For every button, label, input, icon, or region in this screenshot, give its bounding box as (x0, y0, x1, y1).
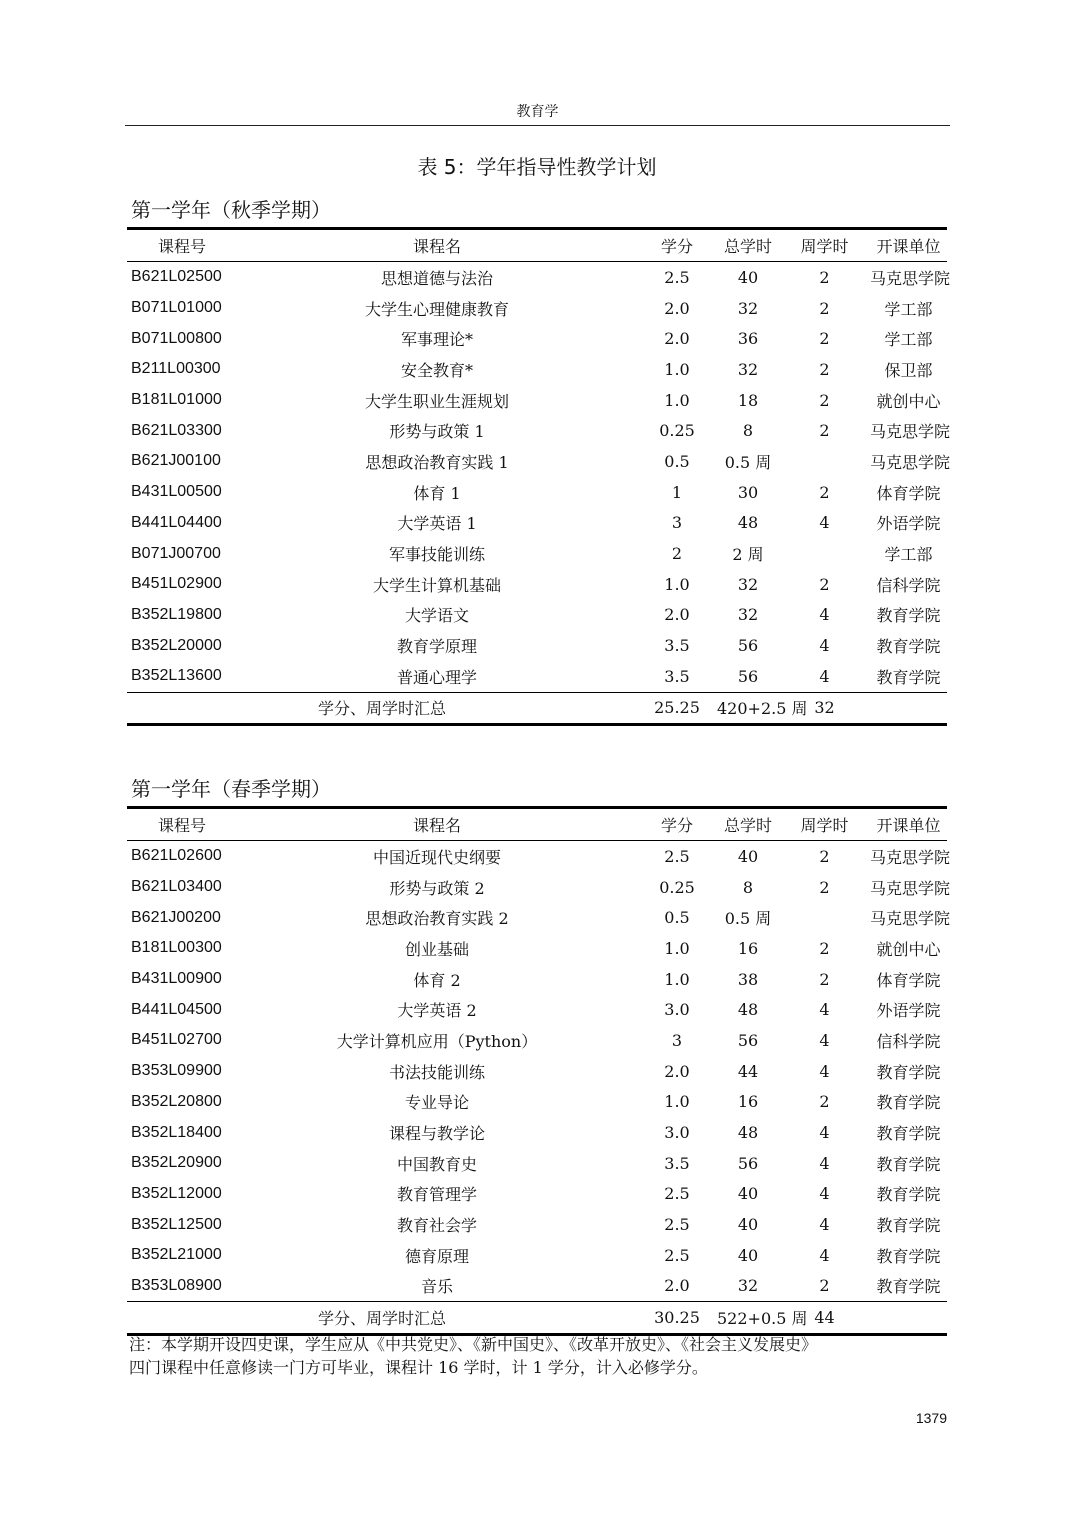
total-hours: 522+0.5 周 (717, 1302, 779, 1335)
total-hours-cell: 30 (737, 482, 759, 502)
table-row (127, 661, 947, 692)
course-name-cell: 中国近现代史纲要 (372, 847, 501, 867)
total-hours-cell: 32 (737, 605, 759, 625)
credits-cell: 3.5 (664, 1153, 690, 1173)
total-hours-cell: 32 (737, 1276, 759, 1296)
total-hours-cell: 56 (737, 636, 759, 656)
total-hours-cell: 0.5 周 (724, 452, 772, 472)
department-cell: 学工部 (884, 545, 933, 565)
department-cell: 教育学院 (876, 1185, 941, 1205)
course-name-cell: 大学语文 (404, 606, 469, 626)
total-hours-cell: 8 (742, 877, 754, 897)
course-code-cell: B181L00300 (131, 939, 222, 957)
department-cell: 马克思学院 (870, 909, 951, 929)
department-cell: 马克思学院 (870, 847, 951, 867)
course-code-cell: B352L20900 (131, 1154, 222, 1172)
table-row (127, 1240, 947, 1271)
total-hours-cell: 32 (737, 574, 759, 594)
weekly-hours-cell: 2 (819, 1276, 830, 1296)
spring-plan-table (127, 806, 951, 1336)
total-hours-cell: 48 (737, 1123, 759, 1143)
weekly-hours-cell: 2 (819, 482, 830, 502)
total-empty-cell (870, 692, 947, 725)
credits-cell: 2.0 (664, 605, 690, 625)
credits-cell: 2 (671, 544, 683, 564)
course-name-cell: 军事技能训练 (388, 545, 485, 565)
course-name-cell: 体育 2 (413, 970, 461, 990)
course-code-cell: B352L18400 (131, 1123, 222, 1141)
course-name-cell: 大学生职业生涯规划 (364, 391, 509, 411)
department-cell: 教育学院 (876, 1277, 941, 1297)
table-row (127, 630, 947, 661)
table-row (127, 477, 947, 508)
course-code-cell: B352L20000 (131, 636, 222, 654)
course-code-cell: B621J00100 (131, 452, 221, 470)
course-code-cell: B352L12000 (131, 1184, 222, 1202)
course-code-cell: B352L13600 (131, 667, 222, 685)
course-code-cell: B352L21000 (131, 1246, 222, 1264)
credits-cell: 2.5 (664, 846, 690, 866)
credits-cell: 1 (671, 482, 683, 502)
col-header-code: 课程号 (127, 229, 237, 262)
credits-cell: 2.5 (664, 1245, 690, 1265)
department-cell: 教育学院 (876, 1154, 941, 1174)
credits-cell: 3 (671, 1030, 683, 1050)
table-row (127, 354, 947, 385)
course-name-cell: 大学英语 1 (397, 514, 477, 534)
total-weekly-hours: 32 (779, 692, 870, 725)
weekly-hours-cell: 2 (819, 969, 830, 989)
weekly-hours-cell: 4 (819, 1000, 830, 1020)
table-header-row (127, 229, 947, 262)
department-cell: 保卫部 (884, 360, 933, 380)
total-empty-cell (870, 1302, 947, 1335)
credits-cell: 3.5 (664, 666, 690, 686)
course-name-cell: 体育 1 (413, 483, 461, 503)
course-code-cell: B621L02600 (131, 847, 222, 865)
credits-cell: 2.5 (664, 267, 690, 287)
total-hours-cell: 56 (737, 1153, 759, 1173)
total-row (127, 1302, 947, 1335)
total-label: 学分、周学时汇总 (127, 692, 637, 725)
course-code-cell: B352L19800 (131, 605, 222, 623)
department-cell: 马克思学院 (870, 268, 951, 288)
table-title: 表 5：学年指导性教学计划 (417, 155, 657, 179)
course-name-cell: 德育原理 (404, 1246, 469, 1266)
weekly-hours-cell (779, 446, 870, 477)
weekly-hours-cell: 2 (819, 846, 830, 866)
table-row (127, 293, 947, 324)
weekly-hours-cell: 4 (819, 1245, 830, 1265)
course-code-cell: B071J00700 (131, 544, 221, 562)
table-row (127, 933, 947, 964)
department-cell: 学工部 (884, 299, 933, 319)
course-name-cell: 书法技能训练 (388, 1062, 485, 1082)
table-header-row (127, 808, 947, 841)
weekly-hours-cell: 2 (819, 574, 830, 594)
total-hours-cell: 38 (737, 969, 759, 989)
weekly-hours-cell: 2 (819, 298, 830, 318)
department-cell: 教育学院 (876, 637, 941, 657)
course-name-cell: 教育学原理 (396, 637, 477, 657)
total-hours-cell: 40 (737, 1215, 759, 1235)
table-row (127, 1056, 947, 1087)
footnote-line: 四门课程中任意修读一门方可毕业，课程计 16 学时，计 1 学分，计入必修学分。 (129, 1358, 708, 1377)
weekly-hours-cell: 2 (819, 877, 830, 897)
course-name-cell: 音乐 (420, 1277, 453, 1297)
table-row (127, 262, 947, 293)
table-row (127, 446, 947, 477)
table-row (127, 1148, 947, 1179)
credits-cell: 1.0 (664, 574, 690, 594)
course-code-cell: B353L08900 (131, 1276, 222, 1294)
total-hours-cell: 16 (737, 1092, 759, 1112)
total-hours-cell: 2 周 (732, 545, 764, 565)
total-hours-cell: 32 (737, 359, 759, 379)
credits-cell: 2.0 (664, 1276, 690, 1296)
weekly-hours-cell: 2 (819, 390, 830, 410)
course-code-cell: B621L03400 (131, 878, 222, 896)
department-cell: 外语学院 (876, 514, 941, 534)
credits-cell: 0.25 (659, 421, 695, 441)
col-header-credits: 学分 (637, 229, 717, 262)
table-row (127, 841, 947, 872)
course-name-cell: 安全教育* (400, 360, 473, 380)
table-row (127, 994, 947, 1025)
course-name-cell: 思想政治教育实践 1 (365, 452, 509, 472)
col-header-weekly-hours: 周学时 (779, 808, 870, 841)
total-hours-cell: 48 (737, 513, 759, 533)
department-cell: 学工部 (884, 330, 933, 350)
course-code-cell: B621L02500 (131, 268, 222, 286)
table-row (127, 964, 947, 995)
course-name-cell: 形势与政策 2 (389, 878, 485, 898)
course-code-cell: B352L12500 (131, 1215, 222, 1233)
total-hours-cell: 44 (737, 1061, 759, 1081)
total-hours-cell: 32 (737, 298, 759, 318)
table-row (127, 415, 947, 446)
table-row (127, 902, 947, 933)
total-hours-cell: 8 (742, 421, 754, 441)
total-label: 学分、周学时汇总 (127, 1302, 637, 1335)
course-code-cell: B621L03300 (131, 421, 222, 439)
table-row (127, 385, 947, 416)
total-weekly-hours: 44 (779, 1302, 870, 1335)
footnote (129, 1333, 949, 1379)
course-name-cell: 思想政治教育实践 2 (365, 909, 509, 929)
total-hours-cell: 40 (737, 1245, 759, 1265)
course-code-cell: B181L01000 (131, 391, 222, 409)
credits-cell: 1.0 (664, 938, 690, 958)
col-header-weekly-hours: 周学时 (779, 229, 870, 262)
col-header-department: 开课单位 (870, 808, 947, 841)
course-name-cell: 大学生心理健康教育 (364, 299, 509, 319)
autumn-plan-table (127, 227, 951, 726)
course-name-cell: 中国教育史 (396, 1154, 477, 1174)
course-name-cell: 普通心理学 (396, 667, 477, 687)
department-cell: 信科学院 (876, 575, 941, 595)
table-row (127, 569, 947, 600)
total-hours-cell: 40 (737, 846, 759, 866)
table-row (127, 1087, 947, 1118)
department-cell: 教育学院 (876, 606, 941, 626)
table-row (127, 1025, 947, 1056)
weekly-hours-cell (779, 538, 870, 569)
weekly-hours-cell: 4 (819, 1061, 830, 1081)
credits-cell: 2.0 (664, 329, 690, 349)
table-row (127, 872, 947, 903)
total-hours-cell: 0.5 周 (724, 909, 772, 929)
course-code-cell: B621J00200 (131, 908, 221, 926)
course-name-cell: 专业导论 (404, 1093, 469, 1113)
course-name-cell: 大学计算机应用（Python） (336, 1031, 538, 1051)
table-row (127, 323, 947, 354)
weekly-hours-cell: 2 (819, 1092, 830, 1112)
weekly-hours-cell: 2 (819, 421, 830, 441)
col-header-credits: 学分 (637, 808, 717, 841)
page-number: 1379 (915, 1410, 947, 1426)
total-credits: 30.25 (637, 1302, 717, 1335)
credits-cell: 2.0 (664, 298, 690, 318)
department-cell: 教育学院 (876, 667, 941, 687)
course-code-cell: B211L00300 (131, 360, 221, 378)
credits-cell: 0.5 (664, 908, 690, 928)
weekly-hours-cell: 4 (819, 636, 830, 656)
department-cell: 就创中心 (876, 391, 941, 411)
col-header-total-hours: 总学时 (717, 229, 779, 262)
credits-cell: 2.0 (664, 1061, 690, 1081)
credits-cell: 3.0 (664, 1123, 690, 1143)
table-row (127, 538, 947, 569)
course-code-cell: B441L04400 (131, 513, 222, 531)
footnote-line: 注：本学期开设四史课，学生应从《中共党史》、《新中国史》、《改革开放史》、《社会主义发展史》 (129, 1335, 818, 1354)
total-hours-cell: 48 (737, 1000, 759, 1020)
course-code-cell: B451L02900 (131, 575, 222, 593)
course-name-cell: 大学英语 2 (397, 1001, 477, 1021)
col-header-name: 课程名 (237, 808, 637, 841)
department-cell: 教育学院 (876, 1216, 941, 1236)
weekly-hours-cell: 4 (819, 1030, 830, 1050)
table-row (127, 1209, 947, 1240)
weekly-hours-cell: 2 (819, 938, 830, 958)
credits-cell: 1.0 (664, 969, 690, 989)
weekly-hours-cell: 2 (819, 359, 830, 379)
weekly-hours-cell: 4 (819, 513, 830, 533)
col-header-department: 开课单位 (870, 229, 947, 262)
department-cell: 马克思学院 (870, 422, 951, 442)
weekly-hours-cell: 4 (819, 1123, 830, 1143)
total-hours-cell: 40 (737, 267, 759, 287)
department-cell: 外语学院 (876, 1001, 941, 1021)
total-hours-cell: 40 (737, 1184, 759, 1204)
credits-cell: 3 (671, 513, 683, 533)
credits-cell: 1.0 (664, 1092, 690, 1112)
department-cell: 马克思学院 (870, 452, 951, 472)
course-name-cell: 课程与教学论 (388, 1124, 485, 1144)
col-header-code: 课程号 (127, 808, 237, 841)
total-hours-cell: 16 (737, 938, 759, 958)
total-hours-cell: 56 (737, 666, 759, 686)
course-code-cell: B352L20800 (131, 1092, 222, 1110)
course-name-cell: 思想道德与法治 (380, 268, 493, 288)
table-row (127, 508, 947, 539)
running-header: 教育学 (125, 100, 950, 126)
course-name-cell: 形势与政策 1 (389, 422, 485, 442)
course-name-cell: 军事理论* (400, 330, 473, 350)
course-code-cell: B431L00900 (131, 970, 222, 988)
course-code-cell: B071L01000 (131, 299, 222, 317)
weekly-hours-cell: 2 (819, 267, 830, 287)
credits-cell: 0.5 (664, 451, 690, 471)
total-hours-cell: 18 (737, 390, 759, 410)
weekly-hours-cell: 4 (819, 605, 830, 625)
course-name-cell: 大学生计算机基础 (372, 575, 501, 595)
course-code-cell: B353L09900 (131, 1062, 222, 1080)
course-name-cell: 教育管理学 (396, 1185, 477, 1205)
table-row (127, 1271, 947, 1302)
weekly-hours-cell: 4 (819, 1215, 830, 1235)
weekly-hours-cell: 4 (819, 1184, 830, 1204)
department-cell: 信科学院 (876, 1031, 941, 1051)
department-cell: 教育学院 (876, 1246, 941, 1266)
col-header-total-hours: 总学时 (717, 808, 779, 841)
autumn-section-title: 第一学年（秋季学期） (131, 198, 331, 222)
total-hours: 420+2.5 周 (717, 692, 779, 725)
table-row (127, 1117, 947, 1148)
credits-cell: 2.5 (664, 1184, 690, 1204)
course-name-cell: 创业基础 (404, 939, 469, 959)
table-row (127, 1179, 947, 1210)
credits-cell: 1.0 (664, 359, 690, 379)
table-row (127, 600, 947, 631)
department-cell: 教育学院 (876, 1124, 941, 1144)
department-cell: 就创中心 (876, 939, 941, 959)
course-code-cell: B451L02700 (131, 1031, 222, 1049)
credits-cell: 3.0 (664, 1000, 690, 1020)
col-header-name: 课程名 (237, 229, 637, 262)
credits-cell: 1.0 (664, 390, 690, 410)
credits-cell: 2.5 (664, 1215, 690, 1235)
spring-section-title: 第一学年（春季学期） (131, 777, 331, 801)
weekly-hours-cell (779, 902, 870, 933)
weekly-hours-cell: 2 (819, 329, 830, 349)
course-code-cell: B071L00800 (131, 329, 222, 347)
weekly-hours-cell: 4 (819, 1153, 830, 1173)
department-cell: 教育学院 (876, 1062, 941, 1082)
department-cell: 教育学院 (876, 1093, 941, 1113)
weekly-hours-cell: 4 (819, 666, 830, 686)
department-cell: 马克思学院 (870, 878, 951, 898)
total-row (127, 692, 947, 725)
total-credits: 25.25 (637, 692, 717, 725)
department-cell: 体育学院 (876, 483, 941, 503)
credits-cell: 3.5 (664, 636, 690, 656)
course-code-cell: B441L04500 (131, 1000, 222, 1018)
total-hours-cell: 36 (737, 329, 759, 349)
course-code-cell: B431L00500 (131, 483, 222, 501)
credits-cell: 0.25 (659, 877, 695, 897)
total-hours-cell: 56 (737, 1030, 759, 1050)
course-name-cell: 教育社会学 (396, 1216, 477, 1236)
department-cell: 体育学院 (876, 970, 941, 990)
